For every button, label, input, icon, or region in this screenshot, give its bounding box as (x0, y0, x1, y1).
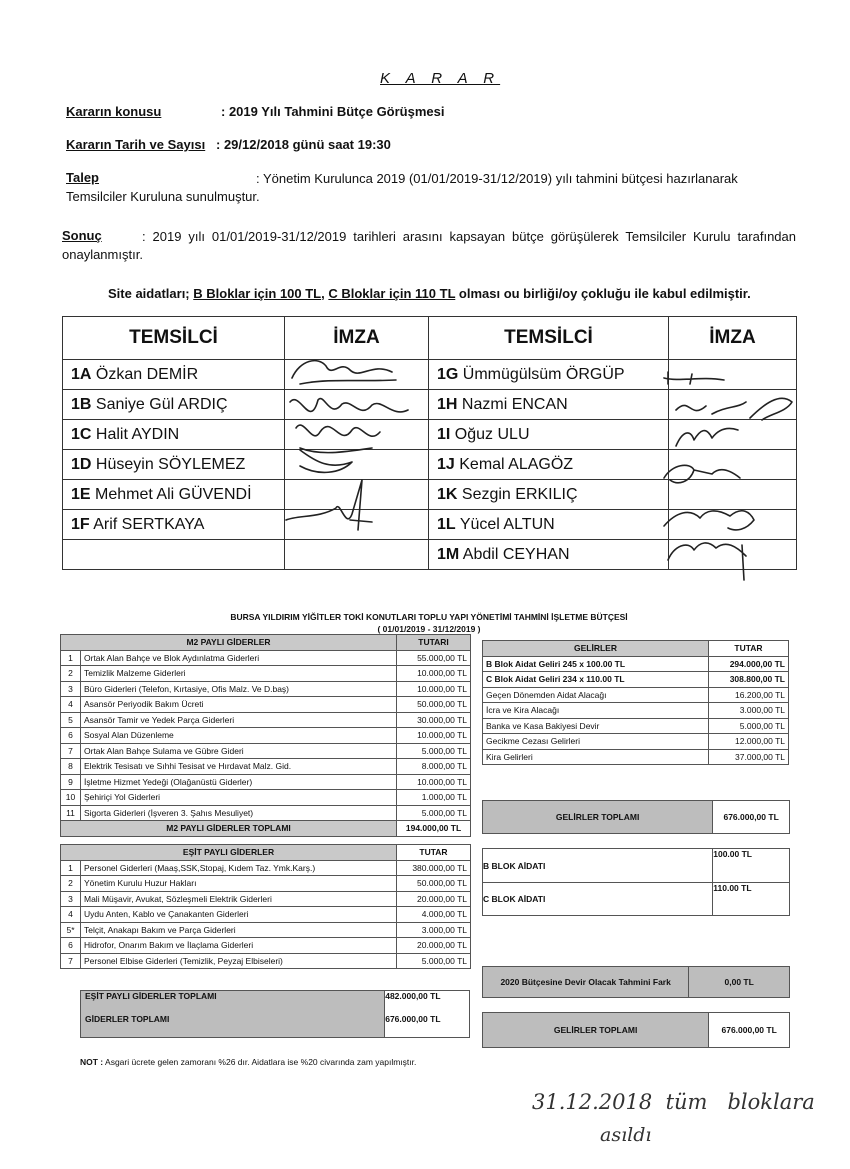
row-number: 1 (61, 650, 81, 666)
representative-code: 1A (71, 365, 92, 383)
income-description: Gecikme Cezası Gelirleri (483, 734, 709, 750)
row-amount: 55.000,00 TL (397, 650, 471, 666)
representative-name: Halit AYDIN (95, 425, 180, 443)
c-dues-label: C BLOK AİDATI (483, 894, 546, 904)
row-number: 10 (61, 790, 81, 806)
budget-row (61, 938, 471, 954)
budget-row (61, 666, 471, 682)
note-text: Asgari ücrete gelen zamoranı %26 dır. Aidatlara ise %20 civarında zam yapılmıştır. (103, 1057, 417, 1067)
date-label: Kararın Tarih ve Sayısı (66, 137, 206, 152)
row-amount: 30.000,00 TL (397, 712, 471, 728)
row-description: Sigorta Giderleri (İşveren 3. Şahıs Mesuliyet) (81, 805, 397, 821)
row-description: Telçit, Anakapı Bakım ve Parça Giderleri (81, 922, 397, 938)
row-number: 3 (61, 681, 81, 697)
row-description: Ortak Alan Bahçe Sulama ve Gübre Gideri (81, 743, 397, 759)
row-description: Uydu Anten, Kablo ve Çanakanten Giderleri (81, 907, 397, 923)
representative-code: 1G (437, 365, 459, 383)
dues-suffix: olması ou birliği/oy çokluğu ile kabul edilmiştir. (455, 286, 751, 301)
equal-amount-header: TUTAR (397, 845, 471, 861)
representative-name: Yücel ALTUN (459, 515, 555, 533)
m2-expenses-table (60, 634, 471, 837)
row-number: 11 (61, 805, 81, 821)
income-amount: 12.000,00 TL (709, 734, 789, 750)
income-total: 676.000,00 TL (712, 801, 789, 833)
budget-row (61, 953, 471, 969)
income-row (483, 687, 789, 703)
dues-prefix: Site aidatları; (108, 286, 194, 301)
budget-row (61, 922, 471, 938)
income-amount: 294.000,00 TL (709, 656, 789, 672)
dues-c-block: C Bloklar için 110 TL (328, 286, 456, 301)
row-description: Asansör Tamir ve Yedek Parça Giderleri (81, 712, 397, 728)
budget-row (61, 650, 471, 666)
row-description: Hidrofor, Onarım Bakım ve İlaçlama Giderleri (81, 938, 397, 954)
dues-separator: , (321, 286, 329, 301)
representative-code: 1L (437, 515, 456, 533)
row-amount: 3.000,00 TL (397, 922, 471, 938)
income-amount: 308.800,00 TL (709, 672, 789, 688)
row-amount: 20.000,00 TL (397, 938, 471, 954)
result-label: Sonuç (62, 228, 102, 243)
income-row (483, 749, 789, 765)
row-number: 9 (61, 774, 81, 790)
m2-total-label: M2 PAYLI GİDERLER TOPLAMI (61, 821, 397, 837)
income-row (483, 718, 789, 734)
income-description: İcra ve Kira Alacağı (483, 703, 709, 719)
carry-over-box (482, 966, 790, 998)
row-number: 5 (61, 712, 81, 728)
row-amount: 50.000,00 TL (397, 697, 471, 713)
c-dues: 110.00 TL (712, 883, 789, 915)
budget-row (61, 712, 471, 728)
income-grand-total: 676.000,00 TL (708, 1013, 789, 1047)
row-number: 4 (61, 697, 81, 713)
income-row (483, 656, 789, 672)
header-signature-right: İMZA (669, 317, 797, 360)
representative-code: 1M (437, 545, 460, 563)
representative-name: Kemal ALAGÖZ (459, 455, 574, 473)
representative-code: 1B (71, 395, 92, 413)
income-description: B Blok Aidat Geliri 245 x 100.00 TL (483, 656, 709, 672)
income-table (482, 640, 789, 765)
b-dues-label: B BLOK AİDATI (483, 860, 546, 871)
dues-box (482, 848, 790, 916)
note (80, 1057, 416, 1067)
income-row (483, 672, 789, 688)
income-description: C Blok Aidat Geliri 234 x 110.00 TL (483, 672, 709, 688)
m2-amount-header: TUTARI (397, 635, 471, 651)
row-description: Sosyal Alan Düzenleme (81, 728, 397, 744)
note-label: NOT : (80, 1057, 104, 1067)
income-grand-label: GELİRLER TOPLAMI (483, 1013, 708, 1047)
row-number: 7 (61, 953, 81, 969)
row-amount: 380.000,00 TL (397, 860, 471, 876)
row-amount: 20.000,00 TL (397, 891, 471, 907)
representative-name: Nazmi ENCAN (461, 395, 568, 413)
equal-expenses-table (60, 844, 471, 969)
row-description: Temizlik Malzeme Giderleri (81, 666, 397, 682)
row-number: 2 (61, 876, 81, 892)
income-description: Banka ve Kasa Bakiyesi Devir (483, 718, 709, 734)
representative-name: Abdil CEYHAN (462, 545, 570, 563)
expenses-grand-total: 676.000,00 TL (384, 1014, 469, 1037)
row-number: 6 (61, 728, 81, 744)
income-amount: 3.000,00 TL (709, 703, 789, 719)
income-description: Geçen Dönemden Aidat Alacağı (483, 687, 709, 703)
handwritten-note-line1: 31.12.2018 tüm bloklara (532, 1090, 815, 1114)
result-text: : 2019 yılı 01/01/2019-31/12/2019 tarihleri arasını kapsayan bütçe görüşülerek Temsilciler Kurulu tarafından onaylanmıştır. (62, 229, 796, 262)
representative-code: 1E (71, 485, 91, 503)
budget-row (61, 860, 471, 876)
budget-row (61, 876, 471, 892)
row-description: Elektrik Tesisatı ve Sıhhi Tesisat ve Hırdavat Malz. Gid. (81, 759, 397, 775)
b-dues: 100.00 TL (712, 849, 789, 882)
row-amount: 5.000,00 TL (397, 953, 471, 969)
row-description: Personel Giderleri (Maaş,SSK,Stopaj, Kıdem Taz. Ymk.Karş.) (81, 860, 397, 876)
expense-totals-box (80, 990, 470, 1038)
request-text: : Yönetim Kurulunca 2019 (01/01/2019-31/12/2019) yılı tahmini bütçesi hazırlanarak Temsilciler Kuruluna sunulmuştur. (66, 171, 738, 204)
row-description: Ortak Alan Bahçe ve Blok Aydınlatma Giderleri (81, 650, 397, 666)
header-signature-left: İMZA (285, 317, 429, 360)
row-amount: 8.000,00 TL (397, 759, 471, 775)
row-amount: 1.000,00 TL (397, 790, 471, 806)
representative-name: Özkan DEMİR (95, 365, 199, 383)
row-amount: 50.000,00 TL (397, 876, 471, 892)
row-number: 4 (61, 907, 81, 923)
header-representative-left: TEMSİLCİ (63, 317, 285, 360)
row-number: 8 (61, 759, 81, 775)
request-label: Talep (66, 170, 99, 185)
income-amount: 16.200,00 TL (709, 687, 789, 703)
representative-name: Hüseyin SÖYLEMEZ (95, 455, 246, 473)
representative-code: 1K (437, 485, 458, 503)
representative-name: Ümmügülsüm ÖRGÜP (462, 365, 625, 383)
document-title: K A R A R (380, 70, 501, 87)
row-number: 3 (61, 891, 81, 907)
equal-total: 482.000,00 TL (384, 991, 469, 1014)
representative-code: 1C (71, 425, 92, 443)
representative-name: Saniye Gül ARDIÇ (95, 395, 228, 413)
m2-total: 194.000,00 TL (397, 821, 471, 837)
representative-name: Mehmet Ali GÜVENDİ (95, 485, 252, 503)
expenses-grand-label: GİDERLER TOPLAMI (81, 1014, 384, 1037)
row-amount: 10.000,00 TL (397, 728, 471, 744)
representative-code: 1F (71, 515, 90, 533)
budget-row (61, 697, 471, 713)
handwritten-note-line2: asıldı (600, 1124, 652, 1146)
row-amount: 10.000,00 TL (397, 666, 471, 682)
budget-row (61, 728, 471, 744)
representative-code: 1J (437, 455, 455, 473)
row-amount: 5.000,00 TL (397, 805, 471, 821)
income-amount: 5.000,00 TL (709, 718, 789, 734)
equal-total-label: EŞİT PAYLI GİDERLER TOPLAMI (81, 991, 384, 1014)
budget-row (61, 759, 471, 775)
row-description: Şehiriçi Yol Giderleri (81, 790, 397, 806)
budget-row (61, 743, 471, 759)
income-amount-header: TUTAR (709, 641, 789, 657)
income-total-box (482, 800, 790, 834)
representative-name: Arif SERTKAYA (93, 515, 205, 533)
row-description: Mali Müşavir, Avukat, Sözleşmeli Elektrik Giderleri (81, 891, 397, 907)
row-number: 2 (61, 666, 81, 682)
income-total-label: GELİRLER TOPLAMI (483, 801, 712, 833)
budget-row (61, 774, 471, 790)
dues-b-block: B Bloklar için 100 TL (193, 286, 322, 301)
income-amount: 37.000,00 TL (709, 749, 789, 765)
budget-row (61, 805, 471, 821)
row-description: Asansör Periyodik Bakım Ücreti (81, 697, 397, 713)
row-description: Büro Giderleri (Telefon, Kırtasiye, Ofis Malz. Ve D.baş) (81, 681, 397, 697)
equal-header: EŞİT PAYLI GİDERLER (61, 845, 397, 861)
budget-row (61, 790, 471, 806)
carry-over: 0,00 TL (688, 967, 789, 997)
budget-row (61, 891, 471, 907)
income-row (483, 703, 789, 719)
row-amount: 4.000,00 TL (397, 907, 471, 923)
income-description: Kira Gelirleri (483, 749, 709, 765)
carry-over-label: 2020 Bütçesine Devir Olacak Tahmini Fark (483, 967, 688, 997)
row-amount: 10.000,00 TL (397, 774, 471, 790)
row-number: 7 (61, 743, 81, 759)
budget-row (61, 681, 471, 697)
representative-code: 1D (71, 455, 92, 473)
row-description: Yönetim Kurulu Huzur Hakları (81, 876, 397, 892)
row-amount: 10.000,00 TL (397, 681, 471, 697)
budget-title: BURSA YILDIRIM YİĞİTLER TOKİ KONUTLARI TOPLU YAPI YÖNETİMİ TAHMİNİ İŞLETME BÜTÇESİ (230, 612, 628, 622)
row-amount: 5.000,00 TL (397, 743, 471, 759)
subject-value: : 2019 Yılı Tahmini Bütçe Görüşmesi (221, 104, 445, 119)
budget-row (61, 907, 471, 923)
representative-name: Sezgin ERKILIÇ (461, 485, 578, 503)
income-row (483, 734, 789, 750)
row-description: Personel Elbise Giderleri (Temizlik, Peyzaj Elbiseleri) (81, 953, 397, 969)
income-header: GELİRLER (483, 641, 709, 657)
row-description: İşletme Hizmet Yedeği (Olağanüstü Giderler) (81, 774, 397, 790)
income-grand-box (482, 1012, 790, 1048)
row-number: 1 (61, 860, 81, 876)
budget-period: ( 01/01/2019 - 31/12/2019 ) (377, 624, 481, 634)
date-value: : 29/12/2018 günü saat 19:30 (216, 137, 391, 152)
row-number: 6 (61, 938, 81, 954)
row-number: 5* (61, 922, 81, 938)
header-representative-right: TEMSİLCİ (429, 317, 669, 360)
representative-code: 1H (437, 395, 458, 413)
representative-code: 1I (437, 425, 451, 443)
m2-header: M2 PAYLI GİDERLER (61, 635, 397, 651)
subject-label: Kararın konusu (66, 104, 162, 119)
representative-name: Oğuz ULU (454, 425, 530, 443)
